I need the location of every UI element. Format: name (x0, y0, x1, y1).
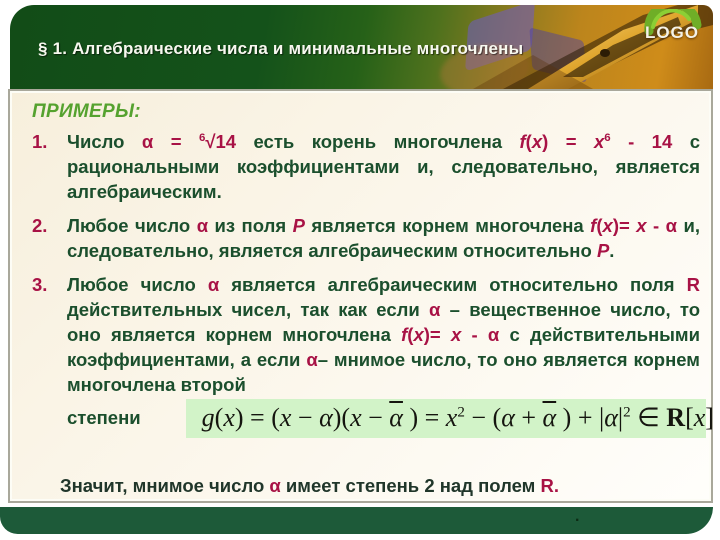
header-banner (10, 5, 713, 89)
examples-heading: ПРИМЕРЫ: (32, 101, 141, 122)
list-item-3 (32, 272, 700, 397)
formula (186, 399, 714, 438)
examples-list (32, 129, 714, 438)
list-item-tail: степени (67, 407, 141, 428)
content-panel (8, 89, 713, 503)
list-item-text: Число α = $^6$√14 есть корень многочлена $f(x) = x^6 - 14$ с рациональными коэффициентами и, следовательно, является алгебраическим. (67, 131, 700, 202)
slide-title: § 1. Алгебраические числа и минимальные многочлены (38, 39, 524, 58)
list-marker: 3. (32, 274, 48, 295)
logo (639, 9, 703, 57)
footer-bar (0, 507, 713, 534)
formula-text: $g(x) = (x - \alpha)(x - \overline{\alpha}$ ) = $x^2 - (\alpha + \overline{\alpha}$ ) + $|\alpha|^2$ ∈ R[x] (201, 403, 714, 432)
list-item-text: Любое число α является алгебраическим относительно поля R действительных чисел, так как если α – вещественное число, то оно является корнем многочлена f(x)= x - α с действительными коэффициентами, а если α– мнимое число, то оно является корнем многочлена второй (67, 274, 700, 395)
list-item-2 (32, 213, 700, 263)
list-item-1 (32, 129, 700, 204)
footer-dot: . (575, 508, 580, 525)
list-item-text: Любое число α из поля P является корнем многочлена f(x)= x - α и, следовательно, является алгебраическим относительно P. (67, 215, 700, 261)
list-item-3-tail-row (32, 397, 714, 438)
logo-text: LOGO (644, 23, 699, 42)
conclusion-text: Значит, мнимое число α имеет степень 2 над полем R. (60, 475, 559, 496)
list-marker: 2. (32, 215, 48, 236)
list-marker: 1. (32, 131, 48, 152)
